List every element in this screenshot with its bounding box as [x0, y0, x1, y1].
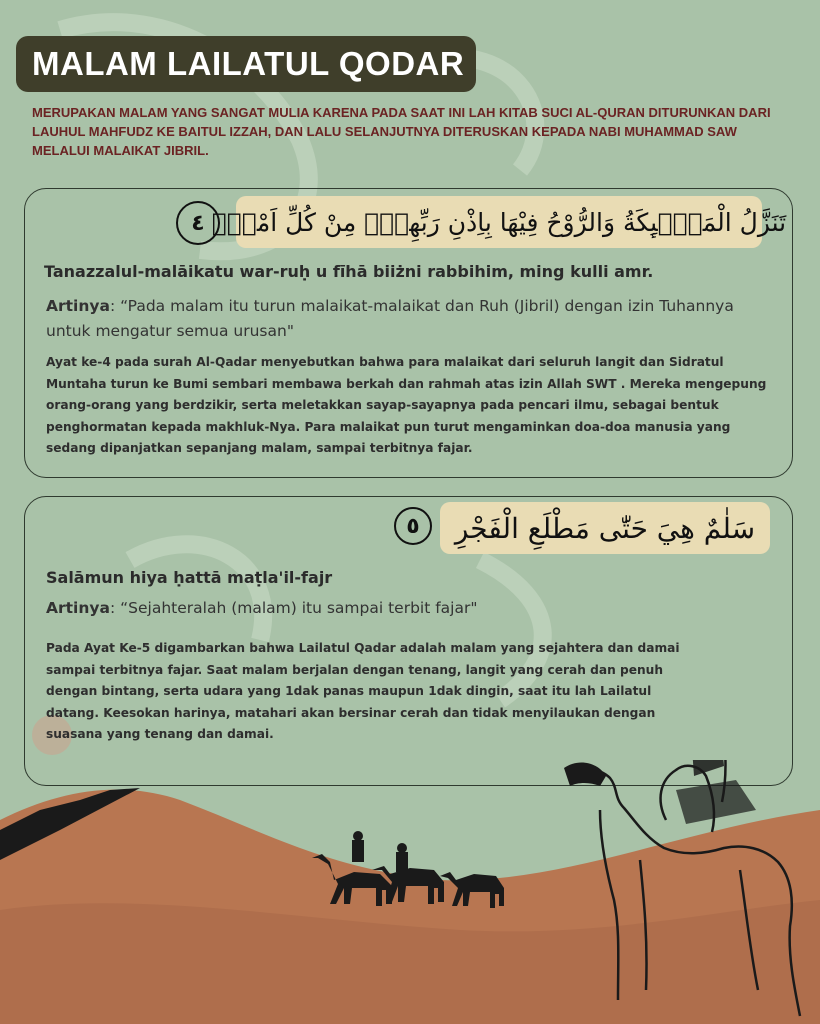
ayah-4-translation [46, 294, 746, 344]
ayah-5-arabic: سَلٰمٌ هِيَ حَتّٰى مَطْلَعِ الْفَجْرِ [440, 502, 770, 554]
ayah-4-arabic: تَنَزَّلُ الْمَلٰۤىِٕكَةُ وَالرُّوْحُ فِيْهَا بِاِذْنِ رَبِّهِمْۚ مِنْ كُلِّ اَمْرٍۛ [236, 196, 762, 248]
ayah-4-translation-text: : “Pada malam itu turun malaikat-malaikat dan Ruh (Jibril) dengan izin Tuhannya untuk mengatur semua urusan" [46, 297, 734, 340]
page-title-text: MALAM LAILATUL QODAR [32, 45, 465, 82]
ayah-4-explanation: Ayat ke-4 pada surah Al-Qadar menyebutkan bahwa para malaikat dari seluruh langit dan Sidratul Muntaha turun ke Bumi sembari membawa berkah dan rahmah atas izin Allah SWT . Mereka mengepung orang-orang yang berdzikir, serta meletakkan sayap-sayapnya pada pencari ilmu, sebagai bentuk penghormatan kepada makhluk-Nya. Para malaikat pun turut mengaminkan doa-doa manusia yang sedang dipanjatkan sepanjang malam, sampai terbitnya fajar. [46, 355, 767, 455]
desert-caravan-illustration [0, 760, 820, 1024]
ayah-5-translation-label: Artinya [46, 599, 110, 617]
intro-paragraph: MERUPAKAN MALAM YANG SANGAT MULIA KARENA PADA SAAT INI LAH KITAB SUCI AL-QURAN DITURUNKAN DARI LAUHUL MAHFUDZ KE BAITUL IZZAH, DAN LALU SELANJUTNYA DITERUSKAN KEPADA NABI MUHAMMAD SAW MELALUI MALAIKAT JIBRIL. [32, 105, 771, 158]
page-title [16, 36, 476, 92]
ayah-5-number-badge: ٥ [394, 507, 432, 545]
ayah-5-explanation: Pada Ayat Ke-5 digambarkan bahwa Lailatul Qadar adalah malam yang sejahtera dan damai sampai terbitnya fajar. Saat malam berjalan dengan tenang, langit yang cerah dan penuh dengan bintang, serta udara yang 1dak panas maupun 1dak dingin, saat itu lah Lailatul datang. Keesokan harinya, matahari akan bersinar cerah dan tidak menyilaukan dengan suasana yang tenang dan damai. [46, 641, 680, 741]
ayah-4-translation-label: Artinya [46, 297, 110, 315]
ayah-4-transliteration: Tanazzalul-malāikatu war-ruḥ u fīhā biiżni rabbihim, ming kulli amr. [44, 262, 654, 281]
ayah-5-transliteration: Salāmun hiya ḥattā maṭla'il-fajr [46, 568, 333, 587]
ayah-5-translation-text: : “Sejahteralah (malam) itu sampai terbit fajar" [109, 599, 478, 617]
ayah-5-translation [46, 596, 746, 621]
ayah-4-number-badge: ٤ [176, 201, 220, 245]
